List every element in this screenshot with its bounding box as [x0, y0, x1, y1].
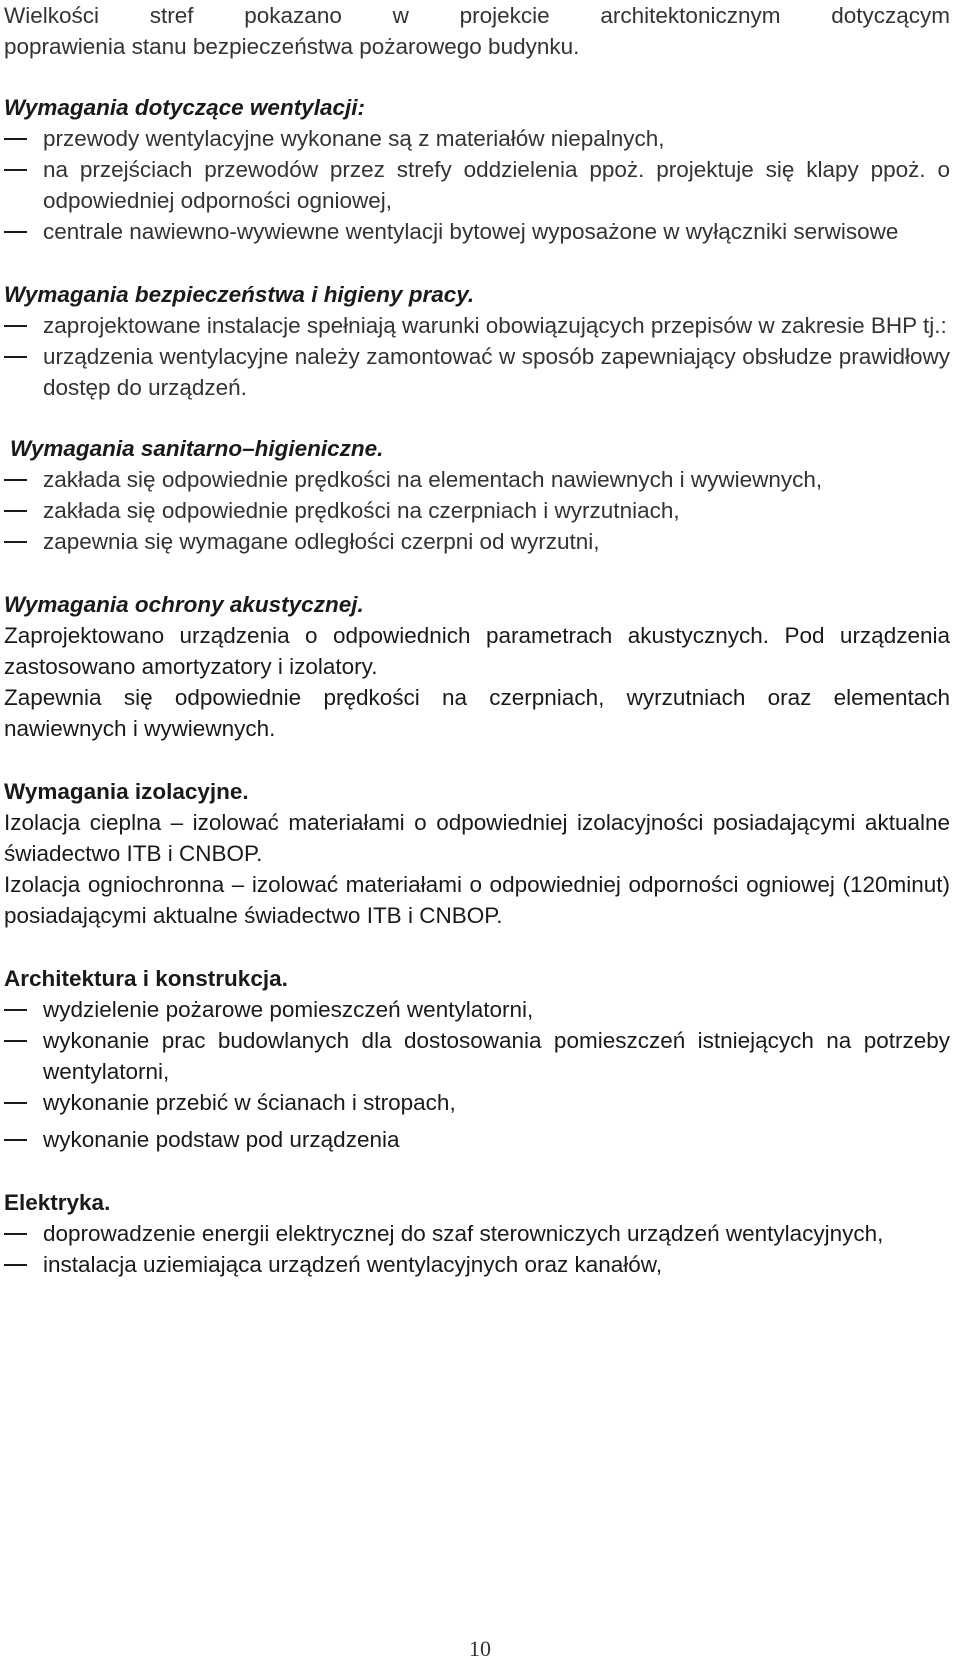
acoustics-paragraph-1: Zaprojektowano urządzenia o odpowiednich parametrach akustycznych. Pod urządzenia zastosowano amortyzatory i izolatory. — [4, 623, 950, 679]
list-item-text: zapewnia się wymagane odległości czerpni od wyrzutni, — [43, 529, 600, 554]
dash-bullet — [4, 1102, 27, 1104]
list-item — [4, 341, 950, 403]
dash-bullet — [4, 169, 27, 171]
dash-bullet — [4, 479, 27, 481]
list-item-text: instalacja uziemiająca urządzeń wentylacyjnych oraz kanałów, — [43, 1252, 663, 1277]
list-item-text: zaprojektowane instalacje spełniają warunki obowiązujących przepisów w zakresie BHP tj.: — [43, 313, 947, 338]
section-heading-acoustics: Wymagania ochrony akustycznej. — [4, 592, 364, 617]
list-item-text: doprowadzenie energii elektrycznej do szaf sterowniczych urządzeń wentylacyjnych, — [43, 1221, 884, 1246]
list-item — [4, 1025, 950, 1087]
list-item-text: wydzielenie pożarowe pomieszczeń wentylatorni, — [43, 997, 534, 1022]
dash-bullet — [4, 1009, 27, 1011]
list-item — [4, 1087, 950, 1118]
list-item-text: wykonanie podstaw pod urządzenia — [43, 1127, 400, 1152]
sanitary-list — [4, 464, 950, 557]
list-item-text: wykonanie przebić w ścianach i stropach, — [43, 1090, 456, 1115]
list-item-text: centrale nawiewno-wywiewne wentylacji bytowej wyposażone w wyłączniki serwisowe — [43, 219, 899, 244]
architecture-list — [4, 994, 950, 1155]
section-heading-architecture: Architektura i konstrukcja. — [4, 966, 288, 991]
dash-bullet — [4, 356, 27, 358]
list-item — [4, 1218, 950, 1249]
list-item — [4, 310, 950, 341]
section-heading-sanitary: Wymagania sanitarno–higieniczne. — [10, 436, 384, 461]
dash-bullet — [4, 325, 27, 327]
intro-line-2: poprawienia stanu bezpieczeństwa pożarowego budynku. — [4, 34, 580, 59]
list-item — [4, 464, 950, 495]
section-heading-electrical: Elektryka. — [4, 1190, 111, 1215]
section-heading-ventilation: Wymagania dotyczące wentylacji: — [4, 95, 365, 120]
list-item — [4, 994, 950, 1025]
dash-bullet — [4, 138, 27, 140]
list-item-text: urządzenia wentylacyjne należy zamontować w sposób zapewniający obsłudze prawidłowy dostęp do urządzeń. — [43, 344, 950, 400]
list-item-text: wykonanie prac budowlanych dla dostosowania pomieszczeń istniejących na potrzeby wentylatorni, — [43, 1028, 950, 1084]
ventilation-list — [4, 123, 950, 247]
insulation-paragraph-2: Izolacja ogniochronna – izolować materiałami o odpowiedniej odporności ogniowej (120minut) posiadającymi aktualne świadectwo ITB i CNBOP. — [4, 872, 950, 928]
document-page — [4, 0, 950, 1280]
acoustics-paragraph-2: Zapewnia się odpowiednie prędkości na czerpniach, wyrzutniach oraz elementach nawiewnych i wywiewnych. — [4, 685, 950, 741]
dash-bullet — [4, 510, 27, 512]
list-item — [4, 526, 950, 557]
list-item-text: przewody wentylacyjne wykonane są z materiałów niepalnych, — [43, 126, 665, 151]
dash-bullet — [4, 231, 27, 233]
safety-list — [4, 310, 950, 403]
intro-paragraph — [4, 0, 950, 62]
dash-bullet — [4, 1040, 27, 1042]
list-item-text: na przejściach przewodów przez strefy oddzielenia ppoż. projektuje się klapy ppoż. o odpowiedniej odporności ogniowej, — [43, 157, 950, 213]
list-item — [4, 495, 950, 526]
intro-line-1: Wielkości stref pokazano w projekcie architektonicznym dotyczącym — [4, 3, 950, 28]
list-item — [4, 154, 950, 216]
list-item — [4, 216, 950, 247]
electrical-list — [4, 1218, 950, 1280]
dash-bullet — [4, 1233, 27, 1235]
list-item — [4, 1249, 950, 1280]
dash-bullet — [4, 1264, 27, 1266]
section-heading-insulation: Wymagania izolacyjne. — [4, 779, 249, 804]
list-item-text: zakłada się odpowiednie prędkości na elementach nawiewnych i wywiewnych, — [43, 467, 823, 492]
dash-bullet — [4, 541, 27, 543]
section-heading-safety: Wymagania bezpieczeństwa i higieny pracy. — [4, 282, 475, 307]
list-item — [4, 1124, 950, 1155]
page-number: 10 — [469, 1636, 491, 1661]
insulation-paragraph-1: Izolacja cieplna – izolować materiałami o odpowiedniej izolacyjności posiadającymi aktualne świadectwo ITB i CNBOP. — [4, 810, 950, 866]
dash-bullet — [4, 1139, 27, 1141]
list-item — [4, 123, 950, 154]
list-item-text: zakłada się odpowiednie prędkości na czerpniach i wyrzutniach, — [43, 498, 680, 523]
